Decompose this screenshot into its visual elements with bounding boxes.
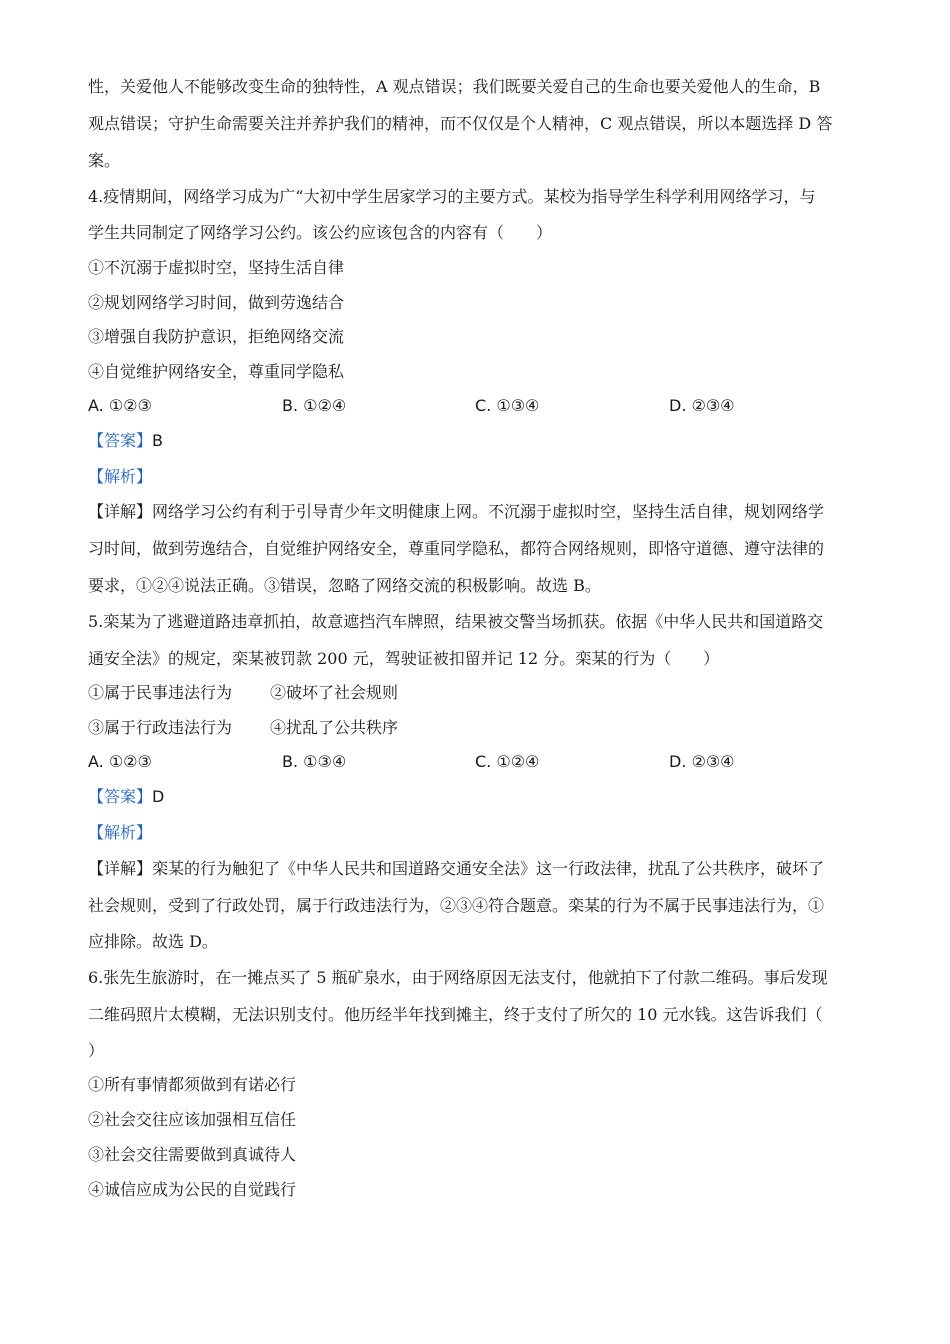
q4-analysis-row xyxy=(88,466,868,488)
q5-detail-line-2: 社会规则，受到了行政处罚，属于行政违法行为，②③④符合题意。栾某的行为不属于民事违法行为，① xyxy=(88,896,825,915)
q6-item-3: ③社会交往需要做到真诚待人 xyxy=(88,1145,297,1164)
q5-detail-line-1 xyxy=(88,858,868,880)
q4-item-3: ③增强自我防护意识，拒绝网络交流 xyxy=(88,327,345,346)
q5-detail-text-1: 栾某的行为触犯了《中华人民共和国道路交通安全法》这一行政法律，扰乱了公共秩序，破坏了 xyxy=(152,859,825,878)
q5-detail-line-3: 应排除。故选 D。 xyxy=(88,932,218,951)
q5-option-d: D. ②③④ xyxy=(669,752,735,771)
q5-items-row-2 xyxy=(88,717,868,739)
q4-detail-line-3: 要求，①②④说法正确。③错误，忽略了网络交流的积极影响。故选 B。 xyxy=(88,576,601,595)
q5-option-c: C. ①②④ xyxy=(475,752,540,771)
q6-stem-line-2: 二维码照片太模糊，无法识别支付。他历经半年找到摊主，终于支付了所欠的 10 元水钱。这告诉我们（ xyxy=(88,1005,823,1024)
q5-option-b: B. ①③④ xyxy=(282,752,347,771)
q4-item-4: ④自觉维护网络安全，尊重同学隐私 xyxy=(88,362,345,381)
q5-item-1: ①属于民事违法行为 xyxy=(88,683,233,702)
q4-answer-row xyxy=(88,430,868,452)
q6-item-4: ④诚信应成为公民的自觉践行 xyxy=(88,1180,297,1199)
prev-explanation-line-2: 观点错误；守护生命需要关注并养护我们的精神，而不仅仅是个人精神，C 观点错误，所以本题选择 D 答 xyxy=(88,114,833,133)
q4-item-1: ①不沉溺于虚拟时空，坚持生活自律 xyxy=(88,258,345,277)
q4-item-2: ②规划网络学习时间，做到劳逸结合 xyxy=(88,293,345,312)
prev-explanation-line-1: 性，关爱他人不能够改变生命的独特性，A 观点错误；我们既要关爱自己的生命也要关爱他人的生命，B xyxy=(88,77,821,96)
q5-stem-line-1: 5.栾某为了逃避道路违章抓拍，故意遮挡汽车牌照，结果被交警当场抓获。依据《中华人民共和国道路交 xyxy=(88,612,824,631)
q4-option-b: B. ①②④ xyxy=(282,396,347,415)
q6-stem-line-3: ） xyxy=(88,1041,105,1060)
q5-stem-line-2: 通安全法》的规定，栾某被罚款 200 元，驾驶证被扣留并记 12 分。栾某的行为（ ） xyxy=(88,649,720,668)
q5-answer-row xyxy=(88,786,868,808)
q5-answer-value: D xyxy=(152,787,165,806)
q5-item-4: ④扰乱了公共秩序 xyxy=(270,718,399,737)
q5-analysis-row xyxy=(88,822,868,844)
q4-detail-text-1: 网络学习公约有利于引导青少年文明健康上网。不沉溺于虚拟时空，坚持生活自律，规划网络学 xyxy=(152,502,825,521)
q4-stem-line-1: 4.疫情期间，网络学习成为广“大初中学生居家学习的主要方式。某校为指导学生科学利用网络学习，与 xyxy=(88,187,816,206)
q5-items-row-1 xyxy=(88,682,868,704)
q4-detail-line-2: 习时间，做到劳逸结合，自觉维护网络安全，尊重同学隐私，都符合网络规则，即恪守道德、遵守法律的 xyxy=(88,539,825,558)
q6-item-1: ①所有事情都须做到有诺必行 xyxy=(88,1075,297,1094)
q5-item-2: ②破坏了社会规则 xyxy=(270,683,399,702)
q5-item-3: ③属于行政违法行为 xyxy=(88,718,233,737)
prev-explanation-line-3: 案。 xyxy=(88,151,121,170)
q5-answer-label: 【答案】 xyxy=(88,787,153,806)
q5-detail-label: 【详解】 xyxy=(88,859,153,878)
q4-option-d: D. ②③④ xyxy=(669,396,735,415)
q5-options xyxy=(88,751,868,773)
q4-detail-line-1 xyxy=(88,501,868,523)
q5-option-a: A. ①②③ xyxy=(88,752,152,771)
q4-stem-line-2: 学生共同制定了网络学习公约。该公约应该包含的内容有（ ） xyxy=(88,223,553,242)
q4-detail-label: 【详解】 xyxy=(88,502,153,521)
q5-analysis-label: 【解析】 xyxy=(88,823,153,842)
q4-answer-value: B xyxy=(152,431,163,450)
q4-answer-label: 【答案】 xyxy=(88,431,153,450)
q4-option-a: A. ①②③ xyxy=(88,396,152,415)
q6-item-2: ②社会交往应该加强相互信任 xyxy=(88,1110,297,1129)
q4-analysis-label: 【解析】 xyxy=(88,467,153,486)
q4-options xyxy=(88,395,868,417)
q6-stem-line-1: 6.张先生旅游时，在一摊点买了 5 瓶矿泉水，由于网络原因无法支付，他就拍下了付款二维码。事后发现 xyxy=(88,968,828,987)
q4-option-c: C. ①③④ xyxy=(475,396,540,415)
